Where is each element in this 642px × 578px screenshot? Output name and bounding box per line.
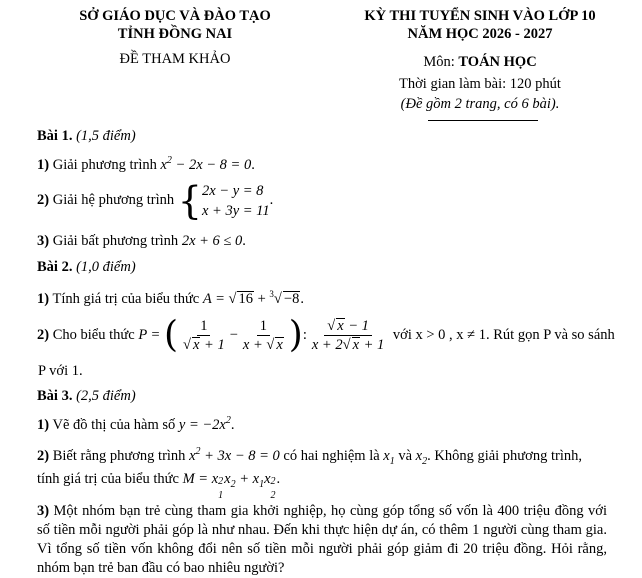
cbrt-arg: −8	[283, 290, 300, 307]
bai1-q1: 1) Giải phương trình $x^2 - 2x - 8 = 0$.	[37, 155, 255, 173]
bai1-q1-num: 1)	[37, 157, 50, 173]
bai1-q3: 3) Giải bất phương trình 2x + 6 ≤ 0.	[37, 233, 246, 249]
bai3-q1-text: Vẽ đồ thị của hàm số	[52, 417, 176, 433]
bai3-q3	[37, 502, 607, 578]
bai2-title: Bài 2.	[37, 259, 73, 275]
sqrt-arg: 16	[238, 290, 253, 307]
bai3-q1: 1) Vẽ đồ thị của hàm số $y = -2x^2$.	[37, 415, 235, 433]
bai1-q3-num: 3)	[37, 233, 50, 249]
fraction-3: $\frac{√ x - 1}{x + 2√ x + 1}$	[311, 318, 385, 354]
bai3-q3-text: Một nhóm bạn trẻ cùng tham gia khởi nghiệp, họ cùng góp tổng số vốn là 400 triệu đồng với số tiền mỗi người phải góp là như nhau. Đến khi thực hiện dự án, có thêm 1 người cùng tham gia. Vì tổng số tiền vốn không đổi nên số tiền mỗi người phải góp giảm đi 20 triệu đồng. Hỏi rằng, nhóm bạn trẻ ban đầu có bao nhiêu người?	[37, 503, 607, 576]
exam-type: ĐỀ THAM KHẢO	[119, 51, 231, 67]
system-eq1: 2x − y = 8	[201, 182, 264, 199]
bai2-q1-num: 1)	[37, 290, 50, 307]
bai1-heading	[37, 127, 136, 145]
bai1-q1-expr: $x^2 - 2x - 8 = 0$	[160, 155, 252, 173]
bai2-q2-condition: với x > 0 , x ≠ 1. Rút gọn P và so sánh	[392, 327, 615, 343]
bai2-q2-num: 2)	[37, 327, 50, 343]
bai2-q2: 2) Cho biểu thức P = ( $\frac{1}{√ x + 1}$ − $\frac{1}{x + √ x}$ ): $\frac{√ x - 1}{x + 2√ x + 1}$ với x > 0 , x ≠ 1. Rút gọn P và so sánh	[37, 314, 615, 356]
bai2-q1-lhs: A =	[202, 290, 229, 307]
system-brace: {	[177, 178, 202, 223]
bai1-q2: 2) Giải hệ phương trình { 2x − y = 8 x + 3y = 11 .	[37, 178, 274, 223]
bai3-q1-num: 1)	[37, 417, 50, 433]
bai1-q3-text: Giải bất phương trình	[52, 233, 179, 249]
system-eq2: x + 3y = 11	[201, 202, 270, 219]
bai2-q2-text: Cho biểu thức	[52, 327, 135, 343]
bai1-title: Bài 1.	[37, 128, 73, 144]
fraction-2: $\frac{1}{x + √ x}$	[242, 318, 283, 354]
fraction-1: $\frac{1}{√ x + 1}$	[183, 318, 225, 354]
duration: Thời gian làm bài: 120 phút	[399, 76, 561, 92]
bai2-q2-line2: P với 1.	[38, 363, 83, 379]
department-name: SỞ GIÁO DỤC VÀ ĐÀO TẠO	[79, 8, 271, 24]
bai1-q1-text: Giải phương trình	[52, 157, 157, 173]
bai2-q2-lhs: P =	[138, 327, 164, 343]
subject-label: Môn:	[423, 54, 459, 70]
equation-system	[202, 181, 270, 221]
header-underline	[428, 120, 538, 121]
bai3-title: Bài 3.	[37, 388, 73, 404]
bai3-q2-M-expr: M = x 2 1 $x_2 + x_1x$ 2 2	[182, 471, 276, 501]
bai3-q2-num: 2)	[37, 448, 50, 464]
bai3-q2: 2) Biết rằng phương trình $x^2 + 3x - 8 = 0$ có hai nghiệm là $x_1$ và $x_2$. Không giải phương trình,	[37, 446, 582, 467]
pages-note: (Đề gồm 2 trang, có 6 bài).	[400, 96, 560, 112]
exam-title: KỲ THI TUYỂN SINH VÀO LỚP 10	[364, 8, 596, 24]
subject-name: TOÁN HỌC	[458, 54, 537, 70]
bai3-points: (2,5 điểm)	[76, 388, 136, 404]
bai2-q1: 1) Tính giá trị của biểu thức A = √ 16 + $^3$√ −8.	[37, 289, 304, 307]
bai1-q2-num: 2)	[37, 192, 50, 208]
bai3-q3-num: 3)	[37, 503, 50, 519]
bai1-points: (1,5 điểm)	[76, 128, 136, 144]
school-year: NĂM HỌC 2026 - 2027	[407, 26, 553, 42]
bai3-q2-line2: tính giá trị của biểu thức M = x 2 1 $x_2 + x_1x$ 2 2 .	[37, 471, 281, 501]
province-name: TỈNH ĐỒNG NAI	[117, 26, 233, 42]
bai2-q1-text: Tính giá trị của biểu thức	[52, 290, 200, 307]
bai2-heading	[37, 258, 136, 276]
bai3-q1-expr: $y = -2x^2$	[178, 415, 231, 433]
bai1-q3-expr: 2x + 6 ≤ 0	[181, 233, 243, 249]
bai1-q2-text: Giải hệ phương trình	[52, 192, 175, 208]
subject-line	[330, 54, 630, 71]
cbrt-index: 3	[269, 289, 274, 299]
bai2-points: (1,0 điểm)	[76, 259, 136, 275]
bai3-heading	[37, 387, 136, 405]
